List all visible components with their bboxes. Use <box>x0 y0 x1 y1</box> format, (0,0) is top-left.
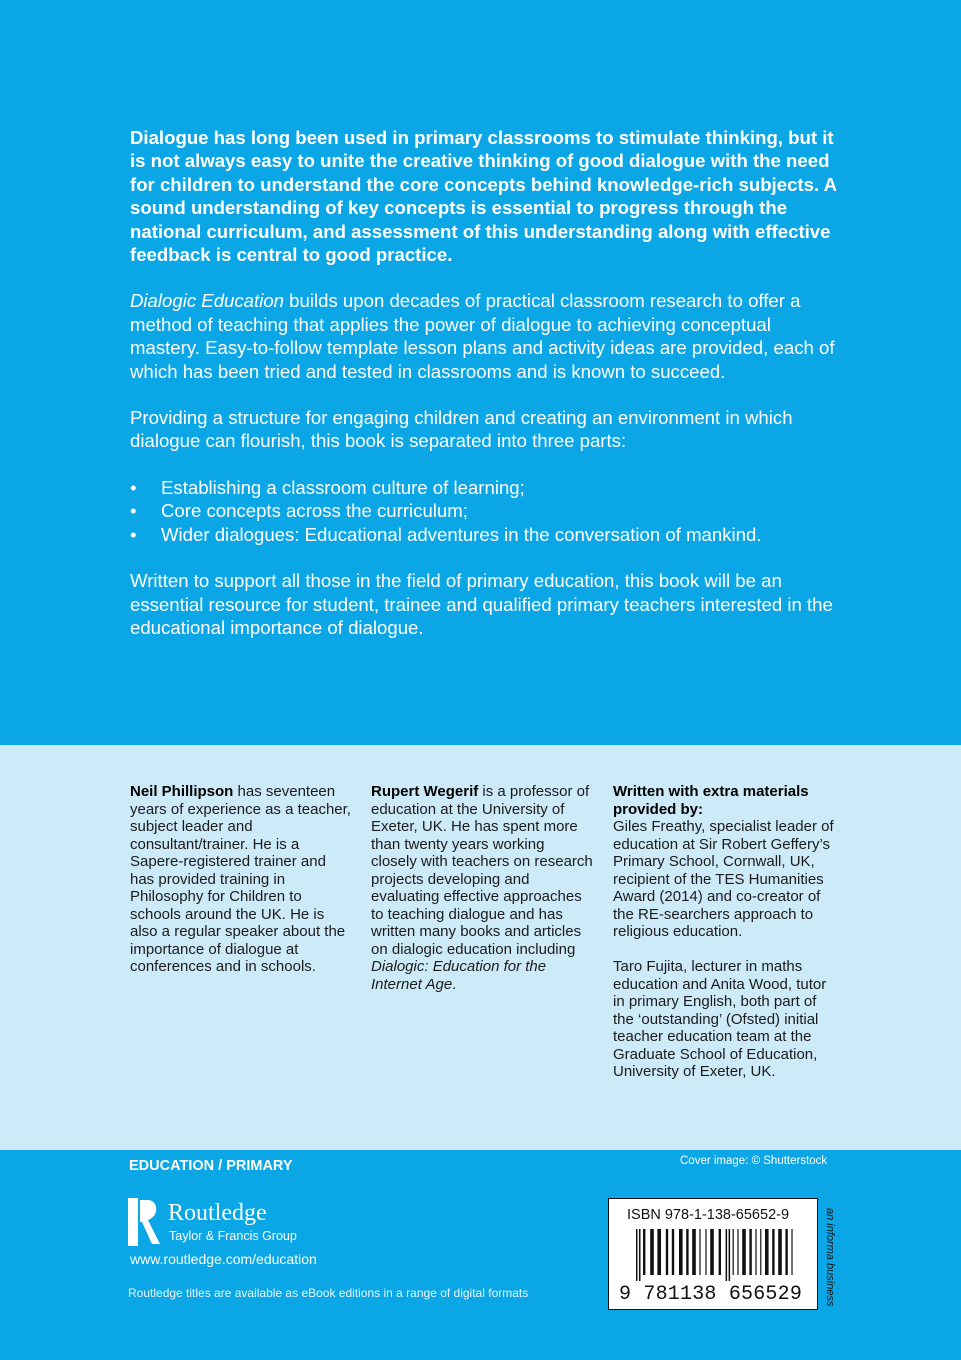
audience-paragraph: Written to support all those in the field of primary education, this book will be an essential resource for student, trainee and qualified primary teachers interested in the educational importance of dialogue. <box>130 570 833 638</box>
barcode-bar <box>639 1229 641 1281</box>
publisher-name: Routledge <box>168 1200 267 1226</box>
contributors-heading: Written with extra materials provided by: <box>613 783 809 818</box>
description-text: builds upon decades of practical classroom research to offer a method of teaching that applies the power of dialogue to achieving conceptual mastery. Easy-to-follow template lesson plans and activity ideas are provided, each of which has been tried and tested in classrooms and is known to succeed. <box>130 290 835 382</box>
barcode-bar <box>749 1229 751 1275</box>
parts-list <box>130 476 840 546</box>
barcode-icon <box>636 1229 796 1281</box>
routledge-r-icon <box>128 1198 162 1246</box>
list-item <box>130 523 840 546</box>
publisher-group: Taylor & Francis Group <box>169 1229 297 1243</box>
contributor-paragraph: Giles Freathy, specialist leader of education at Sir Robert Geffery’s Primary School, Cornwall, UK, recipient of the TES Humanities Award (2014) and co-creator of the RE-searchers approach to religious education. <box>613 818 834 940</box>
barcode-bar <box>692 1229 696 1275</box>
author-column-1 <box>130 783 352 993</box>
barcode-bar <box>686 1229 688 1275</box>
informa-text: an informa business <box>824 1208 836 1307</box>
barcode-bar <box>657 1229 661 1275</box>
part-label: Wider dialogues: Educational adventures in the conversation of mankind. <box>161 523 762 545</box>
structure-paragraph: Providing a structure for engaging children and creating an environment in which dialogue can flourish, this book is separated into three parts: <box>130 407 793 452</box>
barcode-bar <box>778 1229 782 1275</box>
barcode-bar <box>679 1229 683 1275</box>
informa-note <box>822 1208 836 1308</box>
barcode-bar <box>755 1229 756 1275</box>
barcode-bar <box>737 1229 738 1275</box>
author-bio: has seventeen years of experience as a teacher, subject leader and consultant/trainer. He is a Sapere-registered trainer and has provided training in Philosophy for Children to schools around the UK. He is also a regular speaker about the importance of dialogue at conferences and in schools. <box>130 783 351 975</box>
barcode-bar <box>785 1229 787 1275</box>
barcode-bar <box>733 1229 734 1275</box>
list-item <box>130 476 840 499</box>
part-label: Establishing a classroom culture of learning; <box>161 476 525 498</box>
barcode-bar <box>710 1229 714 1275</box>
book-title: Dialogic Education <box>130 290 285 312</box>
bullet-icon: • <box>130 476 137 498</box>
contributor-paragraph: Taro Fujita, lecturer in maths education and Anita Wood, tutor in primary English, both part of the ‘outstanding’ (Ofsted) initial teacher education team at the Graduate School of Education, University of Exeter, UK. <box>613 958 827 1080</box>
barcode-bar <box>760 1229 761 1275</box>
author-name: Neil Phillipson <box>130 783 234 800</box>
routledge-logo <box>128 1198 328 1248</box>
barcode-bar <box>705 1229 706 1275</box>
barcode-bar <box>791 1229 792 1275</box>
book-title: Dialogic: Education for the Internet Age <box>371 958 547 993</box>
footer-panel <box>0 1150 961 1360</box>
barcode-bar <box>742 1229 746 1275</box>
barcode-bar <box>643 1229 645 1275</box>
ebook-note: Routledge titles are available as eBook editions in a range of digital formats <box>128 1286 529 1300</box>
barcode-bar <box>765 1229 769 1275</box>
barcode-bar <box>666 1229 668 1275</box>
cover-image-credit: Cover image: © Shutterstock <box>680 1155 828 1167</box>
barcode-bar <box>699 1229 700 1275</box>
period: . <box>452 975 457 993</box>
barcode-bar <box>772 1229 774 1275</box>
publisher-url: www.routledge.com/education <box>130 1251 317 1267</box>
back-cover-blurb <box>130 126 840 662</box>
bullet-icon: • <box>130 500 137 522</box>
barcode-bar <box>726 1229 728 1281</box>
subject-category: EDUCATION / PRIMARY <box>129 1158 293 1174</box>
author-name: Rupert Wegerif <box>371 783 479 800</box>
author-column-2 <box>371 783 593 1011</box>
barcode-bar <box>729 1229 731 1281</box>
barcode-bar <box>650 1229 654 1275</box>
barcode-bar <box>672 1229 674 1275</box>
isbn-label: ISBN 978-1-138-65652-9 <box>627 1207 790 1223</box>
list-item <box>130 499 840 522</box>
bullet-icon: • <box>130 523 137 545</box>
contributors-column <box>613 783 835 1098</box>
author-bio: is a professor of education at the University of Exeter, UK. He has spent more than twenty years working closely with teachers on research projects developing and evaluating effective approaches to teaching dialogue and has written many books and articles on dialogic education including <box>371 783 593 958</box>
part-label: Core concepts across the curriculum; <box>161 500 468 522</box>
description-paragraph <box>130 289 840 383</box>
barcode-bar <box>719 1229 721 1275</box>
authors-panel <box>0 745 961 1150</box>
isbn-digits: 9 781138 656529 <box>619 1283 803 1306</box>
isbn-barcode <box>608 1198 818 1310</box>
lead-paragraph: Dialogue has long been used in primary classrooms to stimulate thinking, but it is not always easy to unite the creative thinking of good dialogue with the need for children to understand the core concepts behind knowledge-rich subjects. A sound understanding of key concepts is essential to progress through the national curriculum, and assessment of this understanding along with effective feedback is central to good practice. <box>130 127 837 266</box>
barcode-bar <box>636 1229 638 1281</box>
